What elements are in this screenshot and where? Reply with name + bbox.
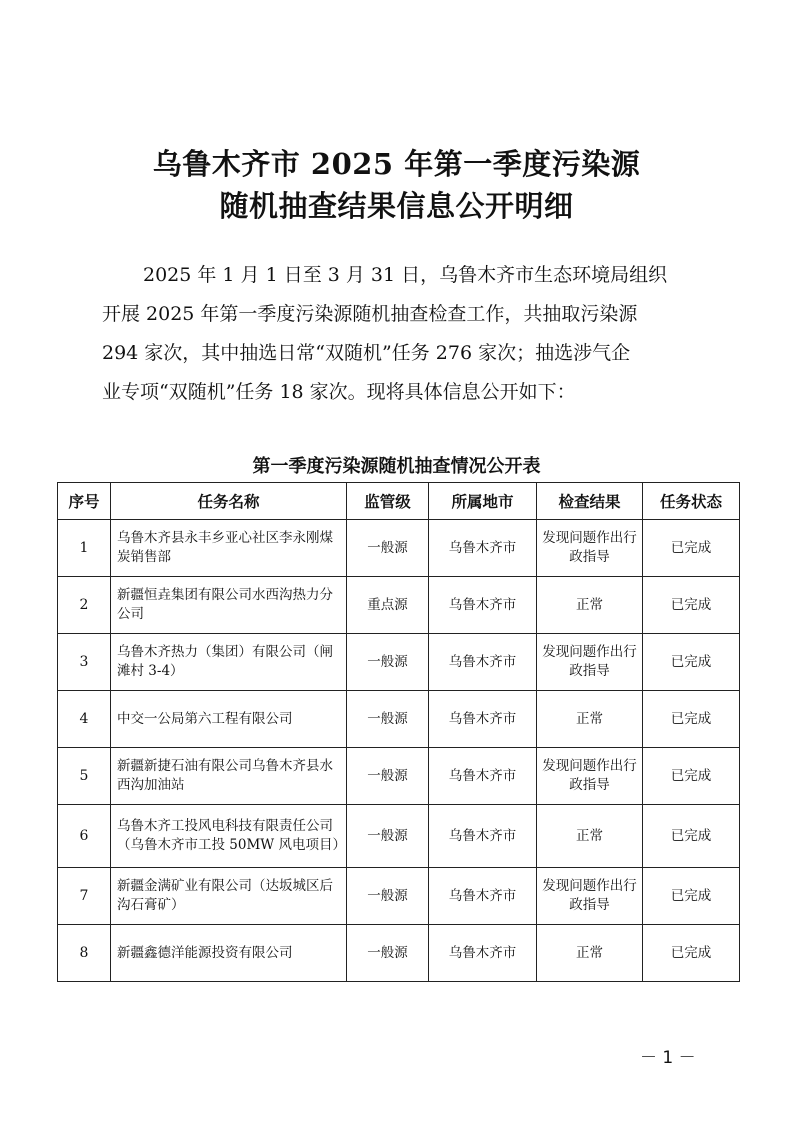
table-row [58,748,740,805]
row-index: 1 [58,520,111,577]
row-inspection-result: 正常 [537,805,643,868]
intro-paragraph-line: 业专项“双随机”任务 18 家次。现将具体信息公开如下： [102,381,576,403]
row-supervision-level: 一般源 [347,805,429,868]
row-task-name: 乌鲁木齐热力（集团）有限公司（闸滩村 3-4） [111,634,347,691]
table-row [58,520,740,577]
row-city: 乌鲁木齐市 [429,691,537,748]
row-city: 乌鲁木齐市 [429,805,537,868]
row-task-name: 乌鲁木齐工投风电科技有限责任公司（乌鲁木齐市工投 50MW 风电项目） [111,805,347,868]
inspection-results-table [57,482,740,982]
row-inspection-result: 正常 [537,925,643,982]
document-title-line-2: 随机抽查结果信息公开明细 [219,189,574,223]
intro-paragraph-line: 开展 2025 年第一季度污染源随机抽查检查工作，共抽取污染源 [102,303,638,325]
table-row [58,805,740,868]
row-task-name: 新疆鑫德洋能源投资有限公司 [111,925,347,982]
row-index: 2 [58,577,111,634]
row-index: 8 [58,925,111,982]
row-task-status: 已完成 [643,868,740,925]
row-index: 7 [58,868,111,925]
row-supervision-level: 一般源 [347,868,429,925]
row-supervision-level: 一般源 [347,691,429,748]
row-inspection-result: 发现问题作出行政指导 [537,634,643,691]
row-task-status: 已完成 [643,520,740,577]
row-inspection-result: 正常 [537,691,643,748]
row-task-name: 新疆金满矿业有限公司（达坂城区后沟石膏矿） [111,868,347,925]
row-task-status: 已完成 [643,805,740,868]
page-number: － 1 － [640,1048,696,1068]
row-index: 4 [58,691,111,748]
row-task-status: 已完成 [643,634,740,691]
table-caption: 第一季度污染源随机抽查情况公开表 [252,456,541,477]
row-supervision-level: 一般源 [347,748,429,805]
table-row [58,868,740,925]
row-city: 乌鲁木齐市 [429,748,537,805]
row-task-name: 新疆恒垚集团有限公司水西沟热力分公司 [111,577,347,634]
table-row [58,634,740,691]
row-city: 乌鲁木齐市 [429,634,537,691]
row-index: 3 [58,634,111,691]
table-header-row [58,483,740,520]
row-task-status: 已完成 [643,691,740,748]
row-task-status: 已完成 [643,577,740,634]
row-inspection-result: 发现问题作出行政指导 [537,868,643,925]
row-index: 5 [58,748,111,805]
table-row [58,691,740,748]
header-index: 序号 [58,483,111,520]
row-inspection-result: 发现问题作出行政指导 [537,748,643,805]
row-city: 乌鲁木齐市 [429,577,537,634]
row-supervision-level: 一般源 [347,520,429,577]
table-row [58,577,740,634]
header-city: 所属地市 [429,483,537,520]
row-supervision-level: 一般源 [347,925,429,982]
row-task-status: 已完成 [643,925,740,982]
header-supervision-level: 监管级 [347,483,429,520]
row-city: 乌鲁木齐市 [429,868,537,925]
document-title-line-1: 乌鲁木齐市 2025 年第一季度污染源 [152,147,641,181]
row-inspection-result: 正常 [537,577,643,634]
row-index: 6 [58,805,111,868]
row-task-name: 新疆新捷石油有限公司乌鲁木齐县水西沟加油站 [111,748,347,805]
row-supervision-level: 一般源 [347,634,429,691]
header-task-name: 任务名称 [111,483,347,520]
row-supervision-level: 重点源 [347,577,429,634]
intro-paragraph-line: 2025 年 1 月 1 日至 3 月 31 日，乌鲁木齐市生态环境局组织 [143,264,668,286]
table-row [58,925,740,982]
row-inspection-result: 发现问题作出行政指导 [537,520,643,577]
row-task-name: 乌鲁木齐县永丰乡亚心社区李永刚煤炭销售部 [111,520,347,577]
header-inspection-result: 检查结果 [537,483,643,520]
header-task-status: 任务状态 [643,483,740,520]
row-task-name: 中交一公局第六工程有限公司 [111,691,347,748]
intro-paragraph-line: 294 家次，其中抽选日常“双随机”任务 276 家次；抽选涉气企 [102,342,631,364]
row-city: 乌鲁木齐市 [429,925,537,982]
row-task-status: 已完成 [643,748,740,805]
row-city: 乌鲁木齐市 [429,520,537,577]
